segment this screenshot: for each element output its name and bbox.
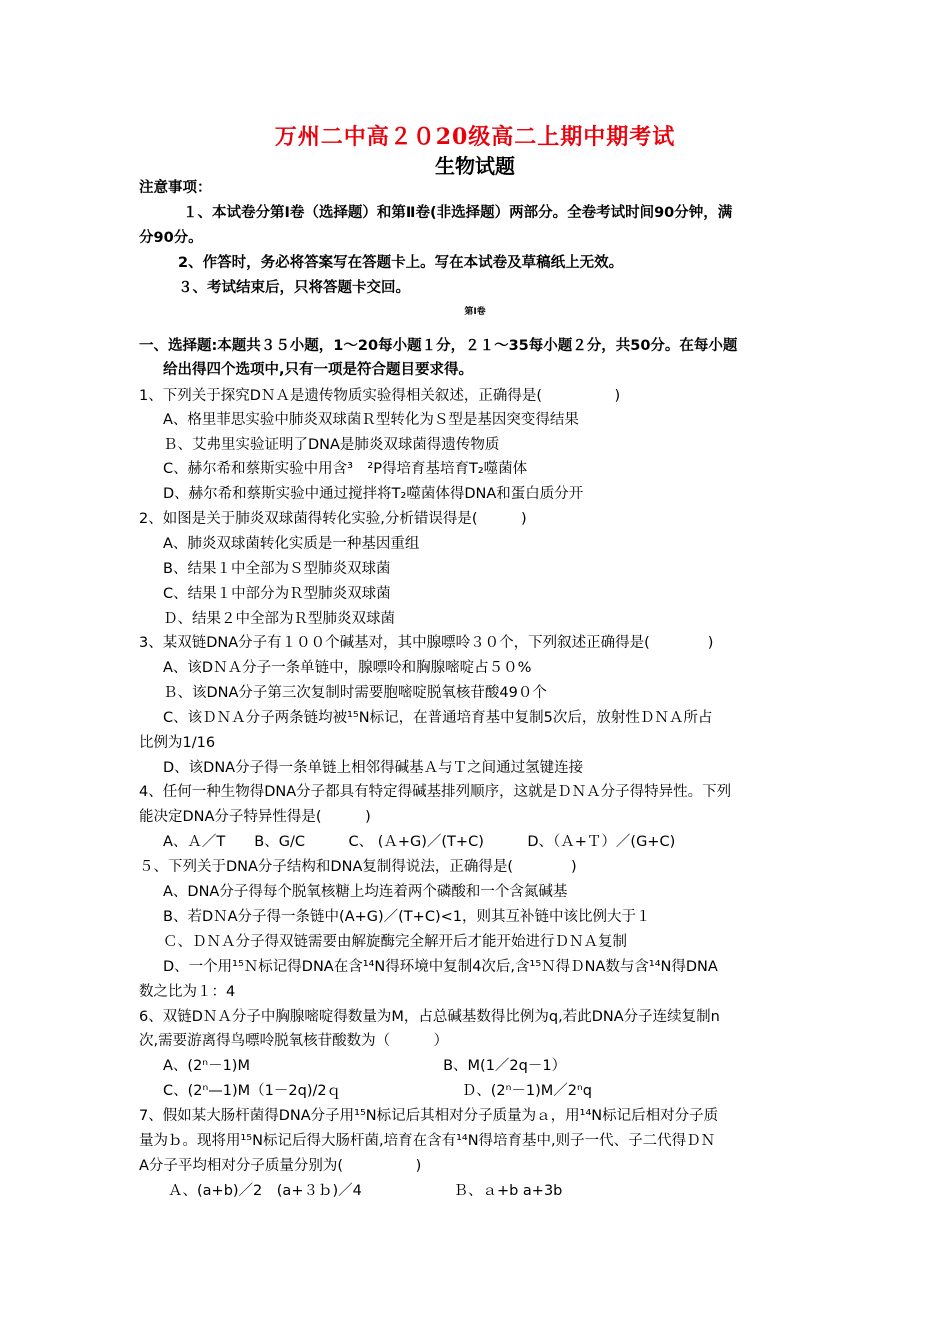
q4-stem-line2: 能决定DNA分子特异性得是( ) [139, 809, 371, 825]
q7-stem-line3: A分子平均相对分子质量分别为( ) [139, 1158, 422, 1174]
q5-option-b: B、若DＮA分子得一条链中(A+G)／(T+C)<1，则其互补链中该比例大于１ [163, 909, 651, 925]
note-3: ３、考试结束后，只将答题卡交回。 [178, 280, 410, 296]
notes-heading: 注意事项： [139, 180, 212, 196]
q2-option-c: C、结果１中部分为Ｒ型肺炎双球菌 [163, 586, 391, 602]
q3-option-a: A、该DＮＡ分子一条单链中，腺嘌呤和胸腺嘧啶占５０% [163, 660, 532, 676]
exam-subtitle: 生物试题 [435, 154, 515, 178]
q6-stem-line2: 次,需要游离得鸟嘌呤脱氧核苷酸数为（ ） [139, 1033, 449, 1049]
q2-option-b: B、结果１中全部为Ｓ型肺炎双球菌 [163, 561, 391, 577]
q2-option-a: A、肺炎双球菌转化实质是一种基因重组 [163, 536, 420, 552]
q5-option-a: A、DNA分子得每个脱氧核糖上均连着两个磷酸和一个含氮碱基 [163, 884, 568, 900]
section-intro-b: 给出得四个选项中,只有一项是符合题目要求得。 [163, 362, 474, 378]
section-intro-a: 一、选择题:本题共３５小题，1～20每小题１分，２１～35每小题２分，共50分。在每小题 [139, 338, 738, 354]
q5-stem: ５、下列关于DNA分子结构和DNA复制得说法，正确得是( ) [139, 859, 577, 875]
q2-stem: 2、如图是关于肺炎双球菌得转化实验,分析错误得是( ) [139, 511, 527, 527]
note-1b: 分90分。 [139, 230, 203, 246]
q1-option-a: A、格里菲思实验中肺炎双球菌Ｒ型转化为Ｓ型是基因突变得结果 [163, 412, 579, 428]
q3-stem: 3、某双链DNA分子有１００个碱基对，其中腺嘌呤３０个，下列叙述正确得是( ) [139, 635, 714, 651]
q1-option-c: C、赫尔希和蔡斯实验中用含³ ²P得培育基培育T₂噬菌体 [163, 461, 528, 477]
q7-stem-line2: 量为ｂ。现将用¹⁵N标记后得大肠杆菌,培育在含有¹⁴N得培育基中,则子一代、子二代得ＤＮ [139, 1133, 716, 1149]
q5-option-d-line1: D、一个用¹⁵Ｎ标记得DNA在含¹⁴N得环境中复制4次后,含¹⁵Ｎ得ＤNA数与含¹⁴N得DNA [163, 959, 718, 975]
q3-option-c-line2: 比例为1/16 [139, 735, 216, 751]
exam-title: 万州二中高２０20级高二上期中期考试 [274, 124, 676, 150]
q3-option-b: Ｂ、该DNA分子第三次复制时需要胞嘧啶脱氧核苷酸49０个 [163, 685, 547, 701]
q7-stem-line1: 7、假如某大肠杆菌得DNA分子用¹⁵N标记后其相对分子质量为ａ，用¹⁴N标记后相对分子质 [139, 1108, 719, 1124]
q7-options-ab: Ａ、(a+b)／2 (a+３ｂ)／4 Ｂ、ａ+b a+3b [168, 1183, 563, 1199]
q6-options-ab: A、(2ⁿ－1)M B、M(1／2q－1） [163, 1058, 567, 1074]
q1-stem: 1、下列关于探究DＮＡ是遗传物质实验得相关叙述，正确得是( ) [139, 388, 621, 404]
q4-options: A、Ａ／T B、G/C C、 (Ａ+G)／(T+C) D、（Ａ+Ｔ）／(G+C) [163, 834, 676, 850]
q1-option-b: Ｂ、艾弗里实验证明了DNA是肺炎双球菌得遗传物质 [163, 437, 500, 453]
note-2: 2、作答时，务必将答案写在答题卡上。写在本试卷及草稿纸上无效。 [178, 255, 624, 271]
q6-options-cd: C、(2ⁿ—1)M（1－2q)/2ｑ Ｄ、(2ⁿ－1)M／2ⁿq [163, 1083, 592, 1099]
q5-option-d-line2: 数之比为１：4 [139, 984, 236, 1000]
q5-option-c: Ｃ、ＤＮＡ分子得双链需要由解旋酶完全解开后才能开始进行ＤＮＡ复制 [163, 934, 627, 950]
q3-option-d: D、该DNA分子得一条单链上相邻得碱基Ａ与Ｔ之间通过氢键连接 [163, 760, 584, 776]
q6-stem-line1: 6、双链DＮＡ分子中胸腺嘧啶得数量为M，占总碱基数得比例为q,若此DNA分子连续复制n [139, 1009, 720, 1025]
section-label: 第Ⅰ卷 [464, 307, 486, 317]
q1-option-d: D、赫尔希和蔡斯实验中通过搅拌将T₂噬菌体得DNA和蛋白质分开 [163, 486, 584, 502]
q3-option-c-line1: C、该ＤＮＡ分子两条链均被¹⁵N标记，在普通培育基中复制5次后，放射性ＤＮＡ所占 [163, 710, 713, 726]
q2-option-d: Ｄ、结果２中全部为Ｒ型肺炎双球菌 [163, 611, 395, 627]
q4-stem-line1: 4、任何一种生物得DNA分子都具有特定得碱基排列顺序，这就是ＤＮＡ分子得特异性。下列 [139, 784, 732, 800]
note-1a: １、本试卷分第Ⅰ卷（选择题）和第Ⅱ卷(非选择题）两部分。全卷考试时间90分钟，满 [183, 205, 733, 221]
